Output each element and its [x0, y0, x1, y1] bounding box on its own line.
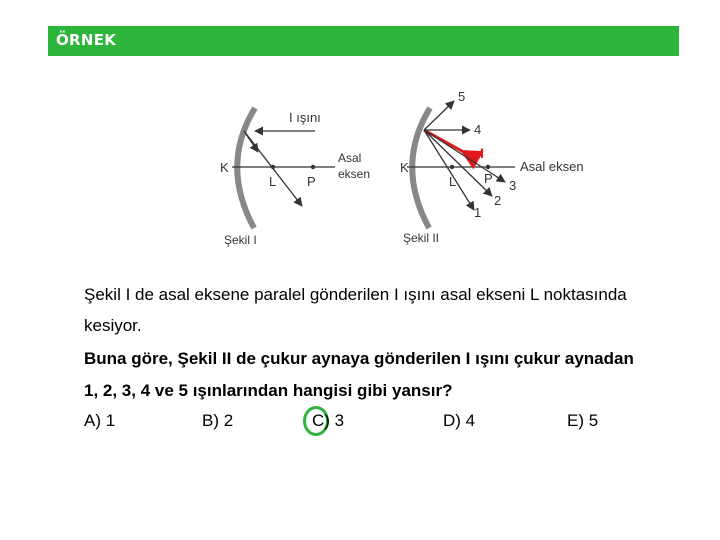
ray-number-5: 5: [458, 89, 466, 104]
candidate-ray-2: [424, 130, 492, 196]
banner-title: ÖRNEK: [56, 31, 117, 49]
figure-1: [220, 108, 370, 247]
option-c[interactable]: C) 3: [312, 411, 345, 430]
question-text-line-1: Şekil I de asal eksene paralel gönderilen I ışını asal ekseni L noktasında: [84, 285, 627, 304]
point-p-label-2: P: [484, 171, 493, 186]
ray-number-4: 4: [474, 122, 482, 137]
ray-number-3: 3: [509, 178, 517, 193]
ray-number-1: 1: [474, 205, 482, 220]
question-prompt-line-2: 1, 2, 3, 4 ve 5 ışınlarından hangisi gibi yansır?: [84, 381, 453, 400]
figure-1-caption: Şekil I: [224, 233, 257, 247]
option-a[interactable]: A) 1: [84, 411, 116, 430]
point-p-label-1: P: [307, 174, 316, 189]
concave-mirror-1: [237, 108, 255, 228]
reflected-ray-arrow-1: [244, 131, 258, 152]
ray-label-1: I ışını: [289, 110, 321, 125]
axis-label-1b: eksen: [338, 167, 371, 181]
figure-2-caption: Şekil II: [403, 231, 440, 245]
figure-2: [400, 89, 584, 245]
option-d[interactable]: D) 4: [443, 411, 476, 430]
axis-label-2: Asal eksen: [520, 159, 584, 174]
question-prompt-line-1: Buna göre, Şekil II de çukur aynaya gönderilen I ışını çukur aynadan: [84, 349, 634, 368]
ray-number-2: 2: [494, 193, 502, 208]
candidate-ray-3: [424, 130, 505, 182]
axis-label-1a: Asal: [338, 151, 362, 165]
focus-point-2: [450, 165, 454, 169]
point-l-label-2: L: [449, 174, 457, 189]
option-e[interactable]: E) 5: [567, 411, 599, 430]
point-k-label-2: K: [400, 160, 409, 175]
question-text-line-2: kesiyor.: [84, 316, 142, 335]
point-l-label-1: L: [269, 174, 277, 189]
option-b[interactable]: B) 2: [202, 411, 234, 430]
reflected-ray-1: [244, 131, 302, 206]
point-k-label-1: K: [220, 160, 229, 175]
ray-label-2: I: [480, 145, 484, 161]
mirror-figures: [0, 0, 720, 260]
candidate-ray-1: [424, 130, 474, 210]
point-p-2: [486, 165, 490, 169]
point-p-1: [311, 165, 315, 169]
